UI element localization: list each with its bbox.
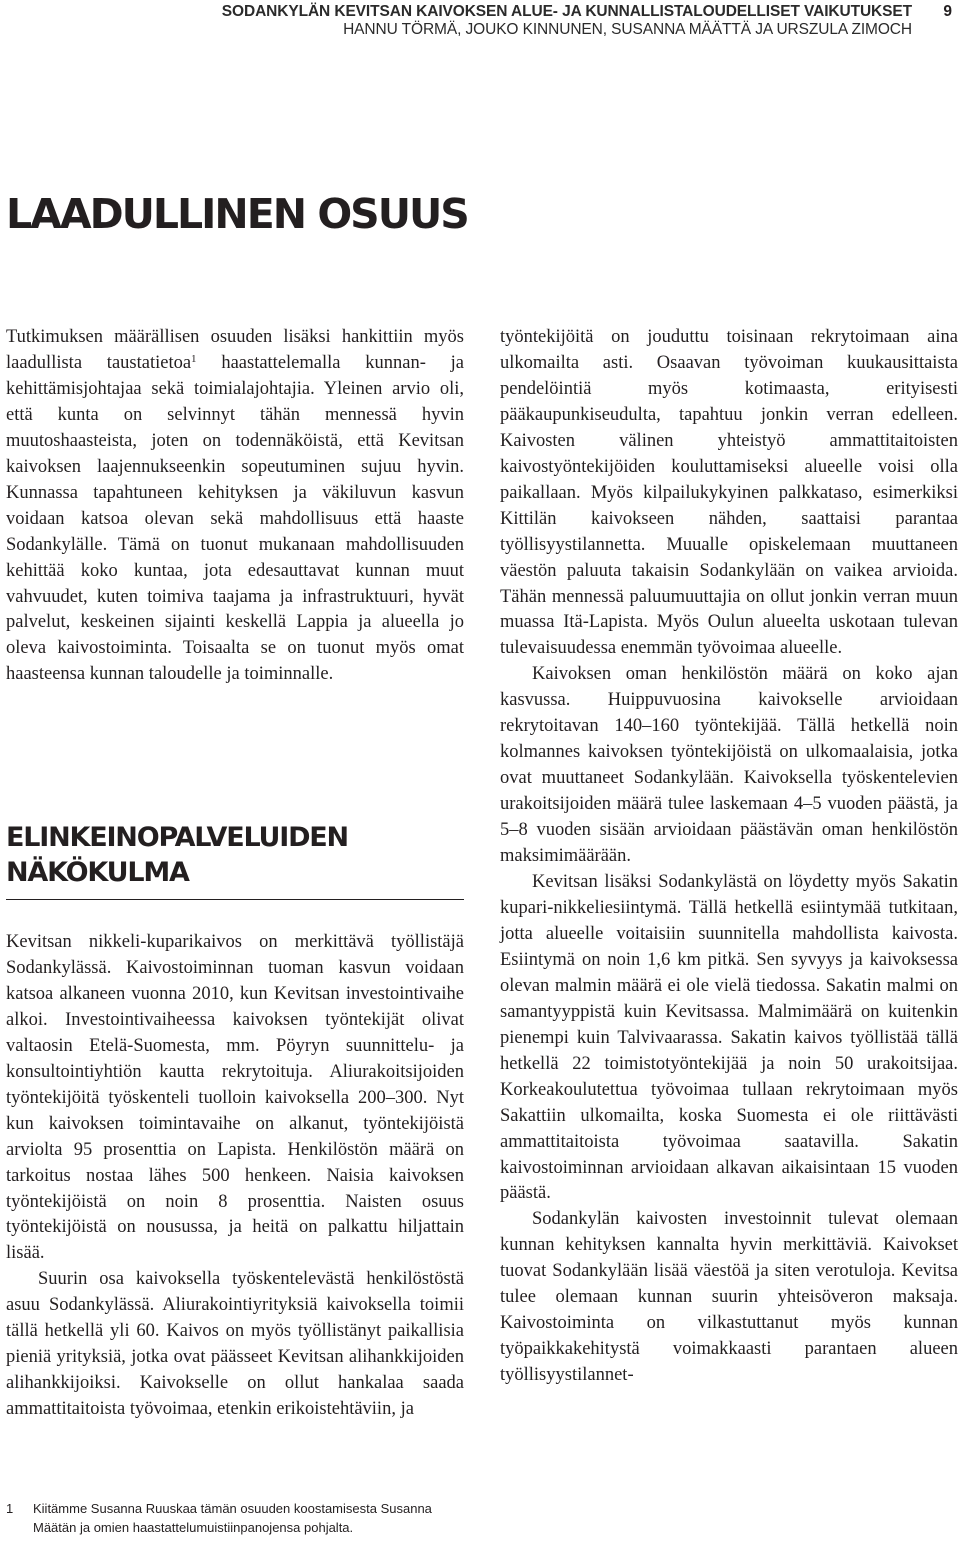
right-column-body [500, 325, 958, 1389]
footnote-number: 1 [6, 1501, 14, 1516]
footnote-reference: 1 [191, 352, 197, 365]
right-paragraph-2: Kaivoksen oman henkilöstön määrä on koko ajan kasvussa. Huippuvuosina kaivokselle arvioidaan rekrytoitavan 140–160 työntekijää. Tällä hetkellä noin kolmannes kaivoksen työntekijöistä on ulkomaalaisia, jotka ovat muuttaneet Sodankylään. Kaivoksella työskentelevien urakoitsijoiden määrä tulee laskemaan 4–5 vuoden päästä, ja 5–8 vuoden sisään arvioidaan päästävän oman henkilöstön maksimimäärään. [500, 664, 958, 867]
subsection-heading-line-1: ELINKEINOPALVELUIDEN [6, 822, 348, 853]
footnote-text: Kiitämme Susanna Ruuskaa tämän osuuden koostamisesta Susanna Määtän ja omien haastattelumuistiinpanojensa pohjalta. [33, 1501, 432, 1535]
subsection-heading [6, 820, 348, 890]
running-header-title: SODANKYLÄN KEVITSAN KAIVOKSEN ALUE- JA KUNNALLISTALOUDELLISET VAIKUTUKSET [221, 3, 912, 20]
heading-divider [6, 899, 464, 900]
left-column-body [6, 930, 464, 1423]
right-paragraph-3: Kevitsan lisäksi Sodankylästä on löydetty myös Sakatin kupari-nikkeliesiintymä. Tällä hetkellä esiintymää tutkitaan, jotta alueelle voitaisiin suunnitella mahdollista kaivosta. Esiintymä on noin 1,6 km pitkä. Sen syvyys ja kaivoksessa olevan malmin määrä ei ole vielä tiedossa. Sakatin malmi on samantyyppistä kuin Kevitsassa. Malmimäärä on kuitenkin pienempi kuin Talvivaarassa. Sakatin kaivos työllistää tällä hetkellä 22 toimistotyöntekijää ja noin 50 urakoitsijaa. Korkeakoulutettua työvoimaa tullaan rekrytoimaan myös Sakattiin ulkomailta, koska Suomesta ei ole riittävästi ammattitaitoista työvoimaa saatavilla. Sakatin kaivostoiminnan arvioidaan alkavan aikaisintaan 15 vuoden päästä. [500, 872, 958, 1204]
body-paragraph-2: Suurin osa kaivoksella työskentelevästä henkilöstöstä asuu Sodankylässä. Aliurakointiyrityksiä kaivoksella toimii tällä hetkellä yli 60. Kaivos on myös työllistänyt paikallisia pieniä yrityksiä, jotka ovat päässeet Kevitsan alihankkijoiden alihankkijoiksi. Kaivokselle on ollut hankalaa saada ammattitaitoista työvoimaa, etenkin erikoistehtäviin, ja [6, 1269, 464, 1420]
section-title: LAADULLINEN OSUUS [6, 190, 468, 238]
intro-text-start: Tutkimuksen määrällisen osuuden lisäksi hankittiin myös laadullista taustatietoa [6, 327, 464, 373]
intro-column [6, 325, 464, 688]
running-header [222, 3, 912, 39]
footnote [6, 1500, 476, 1537]
body-paragraph-1: Kevitsan nikkeli-kuparikaivos on merkittävä työllistäjä Sodankylässä. Kaivostoiminnan tuoman kasvun voidaan katsoa alkaneen vuonna 2010, kun Kevitsan investointivaihe alkoi. Investointivaiheessa kaivoksen työntekijät olivat valtaosin Etelä-Suomesta, mm. Pöyryn suunnittelu- ja konsultointiyhtiön kautta rekrytoituja. Aliurakoitsijoiden työntekijöitä työskenteli tuolloin kaivoksella 200–300. Nyt kun kaivoksen toimintavaihe on alkanut, työntekijöistä arviolta 95 prosenttia on Lapista. Henkilöstön määrä on tarkoitus nostaa lähes 500 henkeen. Naisia kaivoksen työntekijöistä on noin 8 prosenttia. Naisten osuus työntekijöistä on nousussa, ja heitä on palkattu hiljattain lisää. [6, 932, 464, 1264]
subsection-heading-line-2: NÄKÖKULMA [6, 857, 189, 888]
intro-text-rest: haastattelemalla kunnan- ja kehittämisjohtajaa sekä toimialajohtajia. Yleinen arvio oli, että kunta on selvinnyt tähän mennessä hyvin muutoshaasteista, joten on todennäköistä, että Kevitsan kaivoksen laajennukseenkin sopeutuminen sujuu hyvin. Kunnassa tapahtuneen kehityksen ja väkiluvun kasvun voidaan katsoa olevan sekä mahdollisuus että haaste Sodankylälle. Tämä on tuonut mukanaan mahdollisuuden kehittää koko kuntaa, jota edesauttavat kunnan muut vahvuudet, kuten toimiva taajama ja infrastruktuuri, hyvät palvelut, keskeinen sijainti keskellä Lappia ja alueella jo oleva kaivostoiminta. Toisaalta se on tuonut myös omat haasteensa kunnan taloudelle ja toiminnalle. [6, 352, 464, 685]
right-paragraph-1: työntekijöitä on jouduttu toisinaan rekrytoimaan aina ulkomailta asti. Osaavan työvoiman kuukausittaista pendelöintiä myös kotimaasta, erityisesti pääkaupunkiseudulta, tapahtuu jonkin verran edelleen. Kaivosten välinen yhteistyö ammattitaitoisten kaivostyöntekijöiden kouluttamiseksi alueelle voisi olla paikallaan. Myös kilpailukykyinen palkkataso, esimerkiksi Kittilän kaivokseen nähden, saattaisi parantaa työllisyystilannetta. Muualle opiskelemaan muuttaneen väestön paluuta takaisin Sodankylään on vaikea arvioida. Tähän mennessä paluumuuttajia on ollut jonkin verran muun muassa Itä-Lapista. Myös Oulun alueelta uskotaan tulevan tulevaisuudessa enemmän työvoimaa alueelle. [500, 327, 958, 659]
intro-paragraph [6, 325, 464, 688]
page-number: 9 [943, 3, 952, 20]
running-header-authors: HANNU TÖRMÄ, JOUKO KINNUNEN, SUSANNA MÄÄTTÄ JA URSZULA ZIMOCH [343, 21, 912, 38]
right-paragraph-4: Sodankylän kaivosten investoinnit tulevat olemaan kunnan kehityksen kannalta hyvin merkittäviä. Kaivokset tuovat Sodankylään lisää väestöä ja siten verotuloja. Kevitsa tulee olemaan kunnan suurin yhteisöveron maksaja. Kaivostoiminta on vilkastuttanut myös kunnan työpaikkakehitystä voimakkaasti parantaen alueen työllisyystilannet- [500, 1209, 958, 1386]
